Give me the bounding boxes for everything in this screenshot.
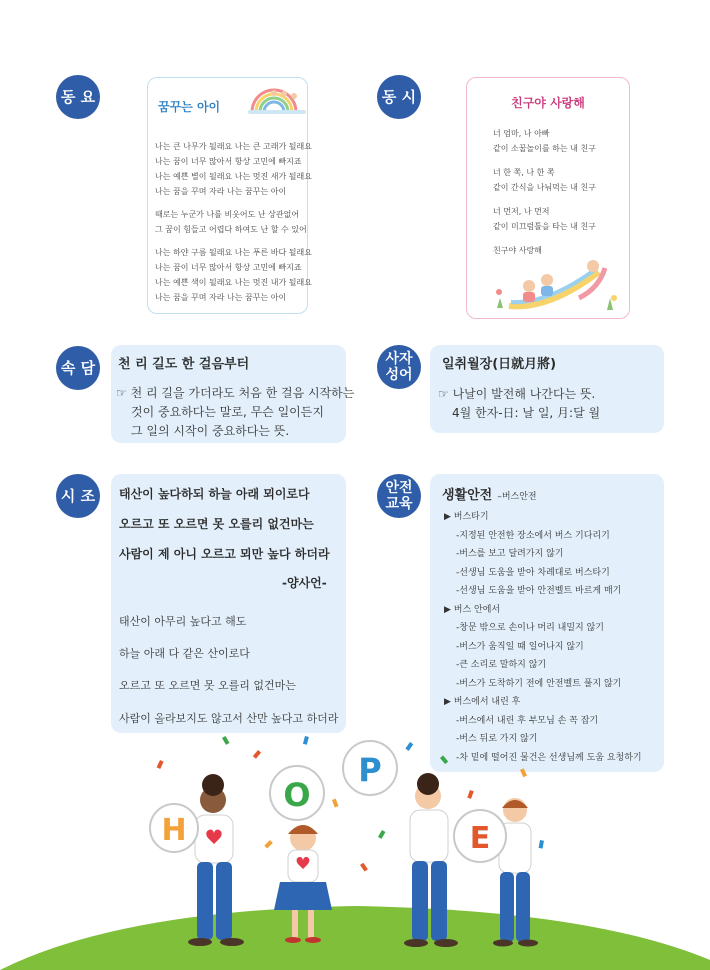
safety-group-heading: ▶ 버스타기 xyxy=(444,512,489,522)
safety-item: -선생님 도움을 받아 안전벨트 바르게 매기 xyxy=(456,586,622,596)
song-line: 나는 꿈을 꾸며 자라 나는 꿈꾸는 아이 xyxy=(155,187,287,196)
safety-panel xyxy=(430,474,664,772)
safety-title-row xyxy=(442,484,537,503)
safety-item: -버스가 움직일 때 일어나지 않기 xyxy=(456,641,584,652)
proverb-line: 천 리 길을 가더라도 처음 한 걸음 시작하는 xyxy=(130,386,355,400)
section-badge-proverb: 속 담 xyxy=(56,346,100,390)
safety-item: -창문 밖으로 손이나 머리 내밀지 않기 xyxy=(456,623,604,633)
sijo-panel xyxy=(111,474,346,733)
pointing-hand-icon: ☞ xyxy=(438,387,449,401)
song-title: 꿈꾸는 아이 xyxy=(158,100,221,114)
safety-item: -차 밑에 떨어진 물건은 선생님께 도움 요청하기 xyxy=(456,752,642,763)
song-line: 나는 예쁜 별이 될래요 나는 멋진 새가 될래요 xyxy=(155,172,312,181)
poem-line: 같이 간식을 나눠먹는 내 친구 xyxy=(493,183,596,192)
hope-illustration xyxy=(0,730,710,970)
song-card xyxy=(147,77,312,314)
song-line: 나는 예쁜 색이 될래요 나는 멋진 내가 될래요 xyxy=(155,278,312,287)
pointing-hand-icon: ☞ xyxy=(116,386,127,400)
song-line: 나는 꿈이 너무 많아서 항상 고민에 빠지죠 xyxy=(155,263,302,272)
kids-slide-illustration xyxy=(489,258,619,314)
section-badge-idiom: 사자 성어 xyxy=(377,345,421,389)
safety-item: -선생님 도움을 받아 차례대로 버스타기 xyxy=(456,567,610,578)
grass-hill xyxy=(0,906,710,970)
safety-title: 생활안전 xyxy=(442,488,493,503)
song-line: 나는 하얀 구름 될래요 나는 푸른 바다 될래요 xyxy=(155,248,312,257)
sijo-line: 오르고 또 오르면 못 오를리 없건마는 xyxy=(119,517,314,531)
sijo-modern-line: 오르고 또 오르면 못 오를리 없건마는 xyxy=(119,679,296,692)
idiom-line: 4월 한자-日: 날 일, 月:달 월 xyxy=(452,406,601,420)
idiom-title: 일취월장(日就月將) xyxy=(442,357,557,372)
song-line: 나는 꿈이 너무 많아서 항상 고민에 빠지죠 xyxy=(155,157,302,166)
poem-line: 너 엄마, 나 아빠 xyxy=(493,129,550,138)
rainbow-illustration xyxy=(248,84,306,114)
poem-line: 같이 소꿉놀이를 하는 내 친구 xyxy=(493,144,596,153)
idiom-panel xyxy=(430,345,664,433)
sijo-author: -양사언- xyxy=(282,576,327,590)
safety-item: -버스를 보고 달려가지 않기 xyxy=(456,549,564,559)
idiom-line: 나날이 발전해 나간다는 뜻. xyxy=(452,387,596,401)
sijo-line: 사람이 제 아니 오르고 뫼만 높다 하더라 xyxy=(119,547,330,561)
proverb-title: 천 리 길도 한 걸음부터 xyxy=(118,357,250,372)
song-stanza-2 xyxy=(155,207,312,237)
poem-card xyxy=(466,77,630,319)
proverb-line: 그 일의 시작이 중요하다는 뜻. xyxy=(131,424,290,438)
poem-line: 친구야 사랑해 xyxy=(493,246,542,255)
song-line: 나는 큰 나무가 될래요 나는 큰 고래가 될래요 xyxy=(155,142,312,151)
poem-line: 너 먼저, 나 먼저 xyxy=(493,207,550,216)
poem-line: 같이 미끄럼틀을 타는 내 친구 xyxy=(493,222,596,231)
safety-item: -큰 소리로 말하지 않기 xyxy=(456,660,547,670)
poem-line: 너 한 쪽, 나 한 쪽 xyxy=(493,168,555,177)
section-badge-sijo: 시 조 xyxy=(56,474,100,518)
song-stanza-1 xyxy=(155,139,312,199)
letter-h: H xyxy=(161,813,187,848)
safety-group-heading: ▶ 버스에서 내린 후 xyxy=(444,697,521,707)
song-line: 그 꿈이 힘들고 어렵다 하여도 난 할 수 있어 xyxy=(155,225,307,234)
safety-group-heading: ▶ 버스 안에서 xyxy=(444,604,501,615)
sijo-modern-line: 사람이 올라보지도 않고서 산만 높다고 하더라 xyxy=(119,712,339,725)
safety-subtitle: –버스안전 xyxy=(497,492,537,502)
letter-p: P xyxy=(358,751,382,789)
sijo-line: 태산이 높다하되 하늘 아래 뫼이로다 xyxy=(119,487,310,501)
song-line: 때로는 누군가 나를 비웃어도 난 상관없어 xyxy=(155,210,300,219)
section-badge-safety: 안전 교육 xyxy=(377,474,421,518)
safety-item: -버스 뒤로 가지 않기 xyxy=(456,734,538,744)
sijo-modern-line: 태산이 아무리 높다고 해도 xyxy=(119,615,247,628)
poem-title: 친구야 사랑해 xyxy=(511,96,585,110)
safety-item: -버스가 도착하기 전에 안전벨트 풀지 않기 xyxy=(456,678,622,689)
safety-item: -버스에서 내린 후 부모님 손 꼭 잡기 xyxy=(456,715,599,726)
section-badge-poem: 동 시 xyxy=(377,75,421,119)
section-badge-song: 동 요 xyxy=(56,75,100,119)
proverb-panel xyxy=(111,345,355,443)
sijo-modern-line: 하늘 아래 다 같은 산이로다 xyxy=(119,647,250,660)
song-line: 나는 꿈을 꾸며 자라 나는 꿈꾸는 아이 xyxy=(155,293,287,302)
song-stanza-3 xyxy=(155,245,312,305)
proverb-line: 것이 중요하다는 말로, 무슨 일이든지 xyxy=(131,405,324,419)
safety-item: -지정된 안전한 장소에서 버스 기다리기 xyxy=(456,530,610,541)
letter-e: E xyxy=(469,821,491,856)
letter-o: O xyxy=(283,776,311,814)
